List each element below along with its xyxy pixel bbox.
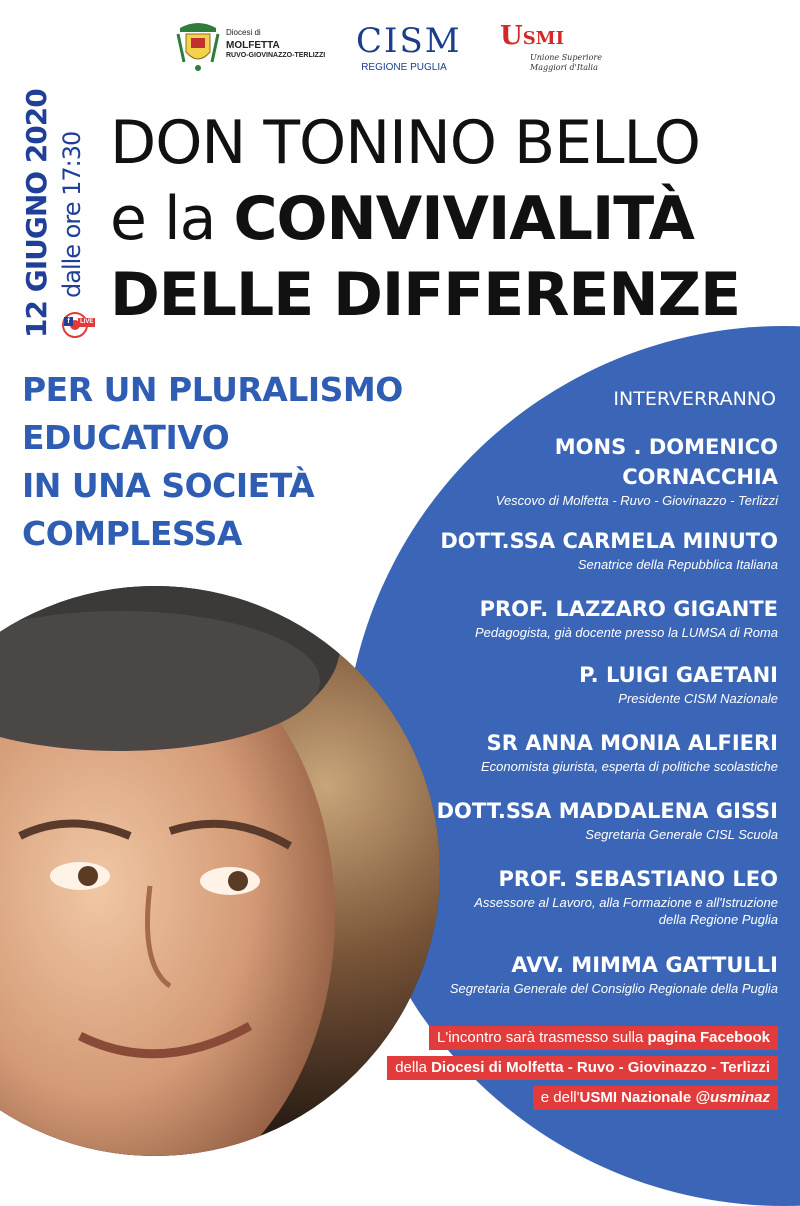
cism-sub: REGIONE PUGLIA <box>361 62 447 73</box>
subtitle-line: PER UN PLURALISMO <box>22 370 403 409</box>
speaker-name: AVV. MIMMA GATTULLI <box>511 953 778 977</box>
speaker-name: DOTT.SSA MADDALENA GISSI <box>436 799 778 823</box>
speaker-item <box>579 660 778 707</box>
speakers-heading: INTERVERRANNO <box>613 388 776 410</box>
speaker-role: Pedagogista, già docente presso la LUMSA di Roma <box>474 625 778 640</box>
diocese-line2: MOLFETTA <box>226 40 280 51</box>
subtitle-line: COMPLESSA <box>22 514 242 553</box>
speaker-role: Senatrice della Repubblica Italiana <box>577 557 778 572</box>
live-label: LIVE <box>80 319 94 325</box>
speaker-name: CORNACCHIA <box>622 465 778 489</box>
event-date-block <box>18 89 102 338</box>
speaker-role: Presidente CISM Nazionale <box>618 691 778 706</box>
note-bold: USMI Nazionale <box>579 1089 692 1106</box>
title-line3: DELLE DIFFERENZE <box>110 260 741 330</box>
subtitle-line: IN UNA SOCIETÀ <box>22 466 315 505</box>
subtitle <box>22 366 403 558</box>
usmi-mark <box>500 22 620 53</box>
usmi-sub1: Unione Superiore <box>530 53 602 62</box>
speaker-item <box>450 950 778 997</box>
event-time: dalle ore 17:30 <box>58 131 86 298</box>
note-text: L'incontro sarà trasmesso sulla <box>437 1029 648 1046</box>
broadcast-note <box>387 1056 778 1080</box>
speaker-name: PROF. LAZZARO GIGANTE <box>479 597 778 621</box>
note-handle: @usminaz <box>691 1089 770 1106</box>
cism-logo <box>356 21 462 80</box>
speaker-role: Segretaria Generale CISL Scuola <box>585 827 778 842</box>
facebook-icon: f <box>64 317 73 326</box>
usmi-mark-rest: SMI <box>522 28 565 49</box>
speaker-item <box>437 796 778 843</box>
speaker-item <box>481 728 778 775</box>
diocese-line3: RUVO-GIOVINAZZO-TERLIZZI <box>226 52 326 59</box>
speaker-role: Economista giurista, esperta di politiche scolastiche <box>481 759 778 774</box>
speaker-item <box>474 864 778 928</box>
speaker-role: Vescovo di Molfetta - Ruvo - Giovinazzo - Terlizzi <box>495 493 778 508</box>
diocese-line1: Diocesi di <box>226 28 261 37</box>
note-bold: pagina Facebook <box>647 1029 770 1046</box>
subtitle-line: EDUCATIVO <box>22 418 230 457</box>
speaker-role: Assessore al Lavoro, alla Formazione e all'Istruzione <box>474 895 778 910</box>
speaker-item <box>475 594 778 641</box>
facebook-live-badge <box>64 308 95 327</box>
cism-mark: CISM <box>356 21 462 61</box>
title-line2-prefix: e la <box>110 184 234 254</box>
broadcast-note <box>429 1026 778 1050</box>
speaker-item <box>496 432 778 509</box>
speaker-item <box>440 526 778 573</box>
speaker-name: PROF. SEBASTIANO LEO <box>498 867 778 891</box>
speaker-name: DOTT.SSA CARMELA MINUTO <box>440 529 778 553</box>
speaker-role: Segretaria Generale del Consiglio Regionale della Puglia <box>449 981 778 996</box>
note-bold: Diocesi di Molfetta - Ruvo - Giovinazzo - Terlizzi <box>431 1059 770 1076</box>
speaker-role: della Regione Puglia <box>658 912 778 927</box>
title-line2 <box>110 186 694 252</box>
usmi-sub2: Maggiori d'Italia <box>530 63 598 72</box>
note-text: e dell' <box>540 1089 580 1106</box>
speaker-name: P. LUIGI GAETANI <box>579 663 778 687</box>
title-line1: DON TONINO BELLO <box>110 108 701 178</box>
speaker-name: SR ANNA MONIA ALFIERI <box>486 731 778 755</box>
usmi-logo <box>500 22 620 82</box>
usmi-mark-u: U <box>500 21 523 51</box>
speaker-name: MONS . DOMENICO <box>554 435 778 459</box>
note-text: della <box>395 1059 432 1076</box>
broadcast-note <box>533 1086 778 1110</box>
diocese-crest-icon <box>176 22 220 72</box>
diocese-logo <box>176 22 356 74</box>
title-line2-bold: CONVIVIALITÀ <box>233 184 694 254</box>
event-date: 12 GIUGNO 2020 <box>20 89 53 338</box>
